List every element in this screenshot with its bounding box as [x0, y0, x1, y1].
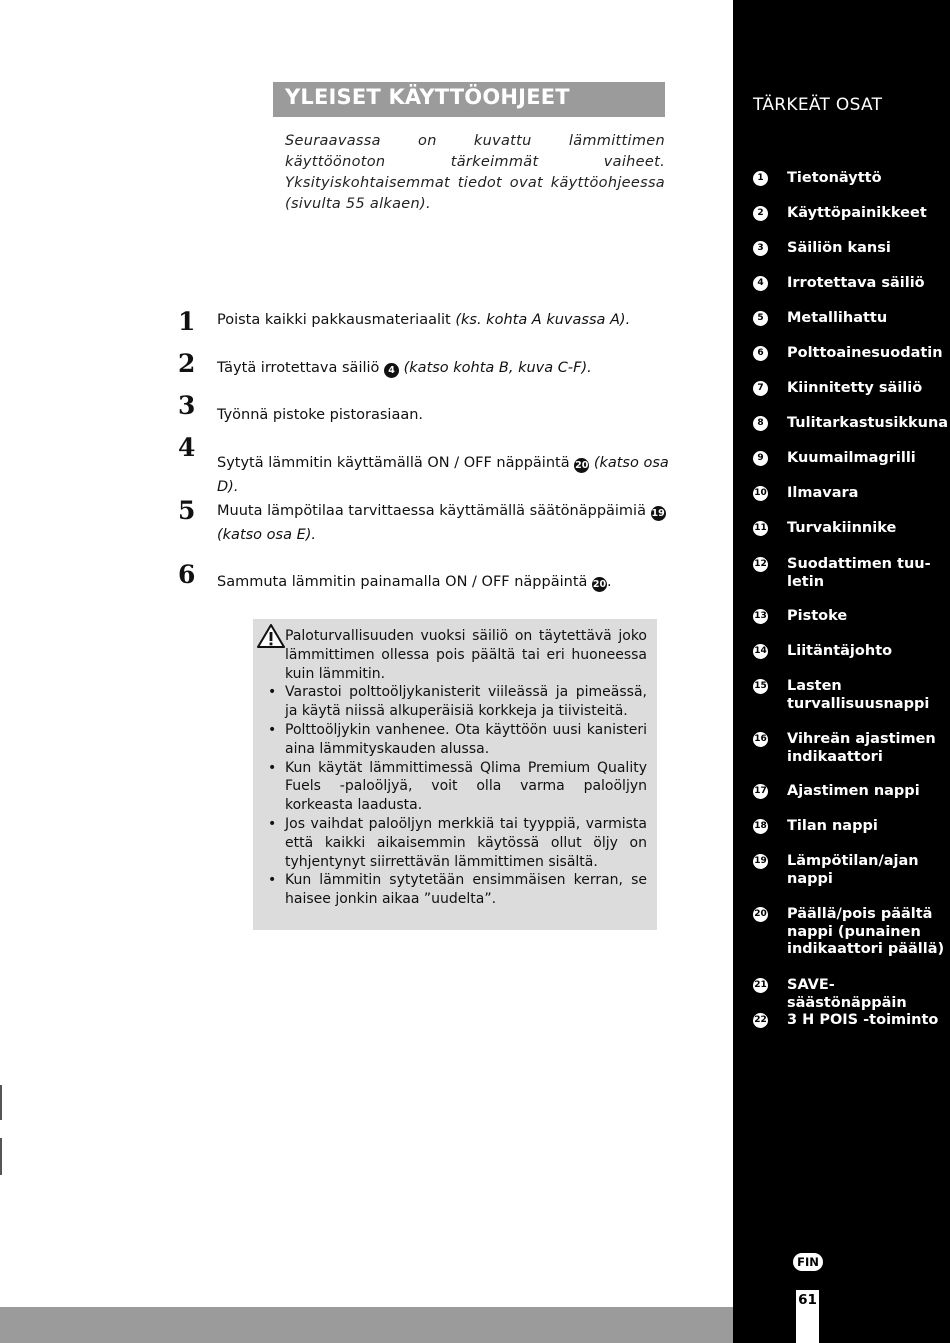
- step-number: 5: [178, 496, 196, 525]
- part-label: Lämpötilan/ajan nappi: [787, 853, 919, 887]
- warning-item: • Varastoi polttoöljykanisterit viileässä ja pimeässä, ja käytä niissä alkuperäisiä korkkeja ja tiivisteitä.: [285, 683, 647, 721]
- safety-warning-box: [253, 619, 657, 930]
- step-text: [217, 451, 672, 499]
- part-number-badge: 19: [753, 854, 768, 869]
- part-ref-badge: 19: [651, 508, 665, 519]
- step-number: 1: [178, 307, 196, 336]
- part-label: Päällä/pois päältä nappi (punainen indikaattori päällä): [787, 906, 945, 957]
- crop-mark: [0, 1138, 2, 1175]
- part-ref-badge: 4: [384, 363, 399, 378]
- step-number: 6: [178, 560, 196, 589]
- part-number-badge: 11: [753, 521, 768, 536]
- part-number-badge: 12: [753, 557, 768, 572]
- step-number: 4: [178, 433, 196, 462]
- page-number: 61: [798, 1292, 817, 1308]
- part-number-badge: 18: [753, 819, 768, 834]
- footer-bar: [0, 1307, 733, 1343]
- step-text: [217, 403, 672, 427]
- part-label: Ajastimen nappi: [787, 783, 920, 799]
- part-label: 3 H POIS -toiminto: [787, 1012, 939, 1028]
- warning-item: • Kun käytät lämmittimessä Qlima Premium Quality Fuels -paloöljyä, voit olla varma paloöljyn korkeasta laadusta.: [285, 759, 647, 815]
- part-ref-badge: 20: [592, 579, 607, 590]
- part-number-badge: 16: [753, 732, 768, 747]
- warning-item: Paloturvallisuuden vuoksi säiliö on täytettävä joko lämmittimen ollessa pois päältä tai eri huoneessa kuin lämmitin.: [285, 628, 647, 682]
- part-number-badge: 2: [753, 206, 768, 221]
- part-label: Turvakiinnike: [787, 520, 897, 536]
- part-label: Käyttöpainikkeet: [787, 205, 927, 221]
- section-title: YLEISET KÄYTTÖOHJEET: [285, 85, 570, 109]
- step-end-punct: .: [607, 574, 612, 590]
- intro-paragraph: Seuraavassa on kuvattu lämmittimen käyttöönoton tärkeimmät vaiheet. Yksityiskohtaisemmat tiedot ovat käyttöohjeessa (sivulta 55 alkaen).: [285, 133, 665, 212]
- warning-list: [285, 627, 647, 909]
- part-label: Kuumailmagrilli: [787, 450, 916, 466]
- part-label: SAVE-säästönäppäin: [787, 977, 907, 1011]
- part-label: Pistoke: [787, 608, 848, 624]
- part-label: Tilan nappi: [787, 818, 878, 834]
- part-label: Metallihattu: [787, 310, 888, 326]
- step-reference: (ks. kohta A kuvassa A).: [455, 312, 631, 328]
- step-reference: (katso kohta B, kuva C-F).: [403, 360, 592, 376]
- warning-triangle-icon: [256, 623, 286, 649]
- part-number-badge: 21: [753, 978, 768, 993]
- part-number-badge: 10: [753, 486, 768, 501]
- part-label: Ilmavara: [787, 485, 859, 501]
- part-number-badge: 5: [753, 311, 768, 326]
- language-badge: FIN: [793, 1253, 823, 1271]
- section-title-bar: [273, 82, 665, 117]
- step-number: 3: [178, 391, 196, 420]
- part-number-badge: 9: [753, 451, 768, 466]
- part-label: Vihreän ajastimen indikaattori: [787, 731, 936, 765]
- step-instruction: Työnnä pistoke pistorasiaan.: [217, 407, 424, 423]
- part-number-badge: 15: [753, 679, 768, 694]
- step-number: 2: [178, 349, 196, 378]
- step-text: [217, 356, 672, 380]
- step-instruction: Täytä irrotettava säiliö: [217, 360, 380, 376]
- part-number-badge: 7: [753, 381, 768, 396]
- part-ref-badge: 20: [575, 460, 589, 471]
- part-number-badge: 8: [753, 416, 768, 431]
- part-number-badge: 3: [753, 241, 768, 256]
- page-number-box: [796, 1290, 819, 1343]
- part-label: Liitäntäjohto: [787, 643, 893, 659]
- part-label: Säiliön kansi: [787, 240, 891, 256]
- part-number-badge: 14: [753, 644, 768, 659]
- step-instruction: Sammuta lämmitin painamalla ON / OFF näppäintä: [217, 574, 588, 590]
- part-label: Irrotettava säiliö: [787, 275, 925, 291]
- step-text: [217, 499, 672, 547]
- step-reference: (katso osa D).: [217, 455, 669, 495]
- step-reference: (katso osa E).: [217, 527, 317, 543]
- warning-item: • Kun lämmitin sytytetään ensimmäisen kerran, se haisee jonkin aikaa ”uudelta”.: [285, 871, 647, 909]
- part-label: Polttoainesuodatin: [787, 345, 943, 361]
- warning-item: • Polttoöljykin vanhenee. Ota käyttöön uusi kanisteri aina lämmityskauden alussa.: [285, 721, 647, 759]
- part-label: Suodattimen tuuletin: [787, 556, 931, 590]
- part-number-badge: 4: [753, 276, 768, 291]
- part-label: Kiinnitetty säiliö: [787, 380, 923, 396]
- step-text: [217, 570, 672, 594]
- step-instruction: Muuta lämpötilaa tarvittaessa käyttämällä säätönäppäimiä: [217, 503, 646, 519]
- step-instruction: Poista kaikki pakkausmateriaalit: [217, 312, 451, 328]
- part-label: Tulitarkastusikkuna: [787, 415, 949, 431]
- part-number-badge: 1: [753, 171, 768, 186]
- part-number-badge: 17: [753, 784, 768, 799]
- part-number-badge: 22: [753, 1013, 768, 1028]
- step-text: [217, 308, 672, 332]
- step-instruction: Sytytä lämmitin käyttämällä ON / OFF näppäintä: [217, 455, 570, 471]
- part-number-badge: 6: [753, 346, 768, 361]
- part-number-badge: 13: [753, 609, 768, 624]
- part-label: Lasten turvallisuusnappi: [787, 678, 930, 712]
- crop-mark: [0, 1085, 2, 1120]
- important-parts-sidebar: [733, 0, 950, 1343]
- part-number-badge: 20: [753, 907, 768, 922]
- part-label: Tietonäyttö: [787, 170, 882, 186]
- sidebar-title: TÄRKEÄT OSAT: [753, 95, 883, 115]
- warning-item: • Jos vaihdat paloöljyn merkkiä tai tyyppiä, varmista että kaikki aikaisemmin käytössä ollut öljy on tyhjentynyt siirrettävän lämmittimen sisältä.: [285, 815, 647, 871]
